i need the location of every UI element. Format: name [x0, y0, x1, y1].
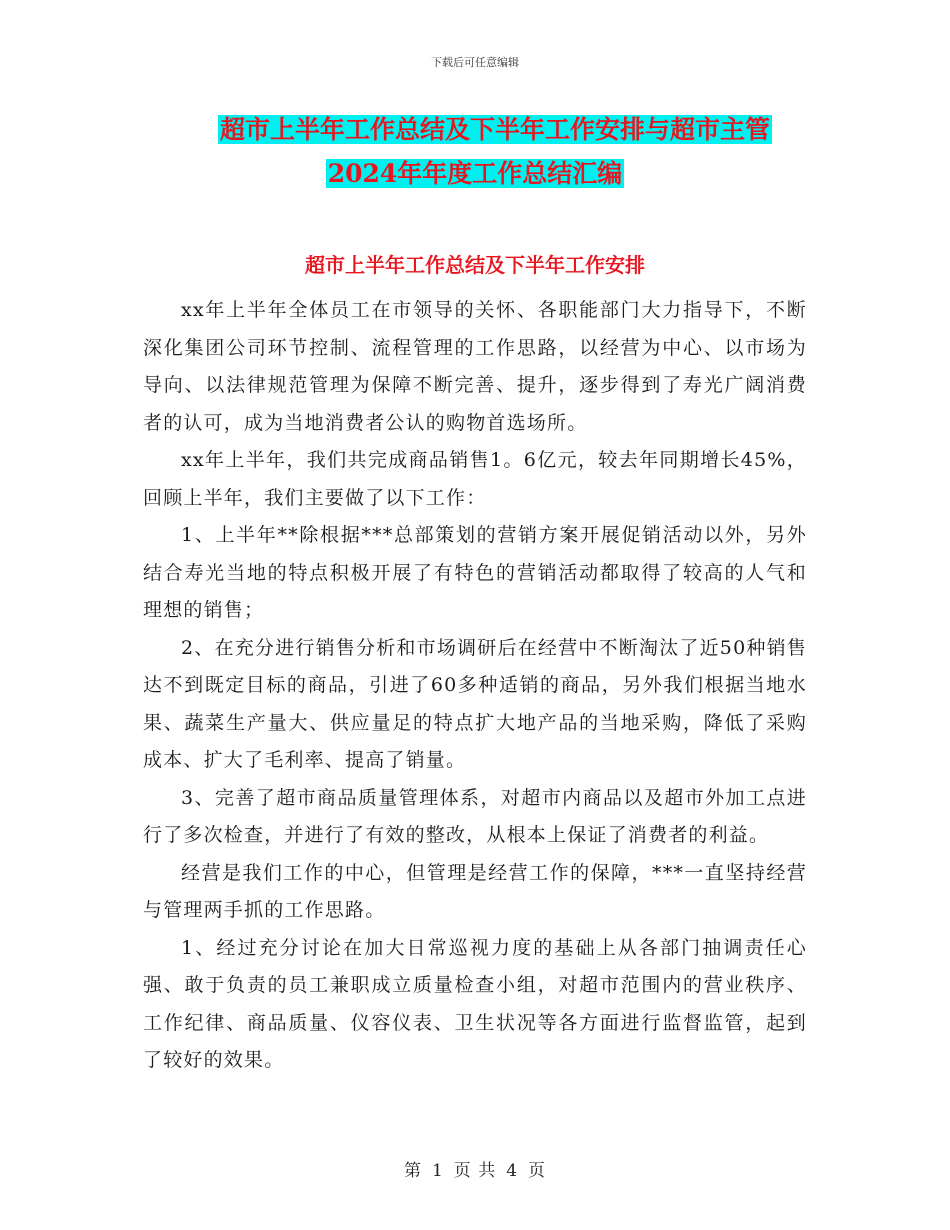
- main-title-line-2: [0, 157, 950, 191]
- paragraph: 2、在充分进行销售分析和市场调研后在经营中不断淘汰了近50种销售达不到既定目标的商品，引进了60多种适销的商品，另外我们根据当地水果、蔬菜生产量大、供应量足的特点扩大地产品的当地采购，降低了采购成本、扩大了毛利率、提高了销量。: [143, 636, 807, 771]
- page-label-prefix: 第: [403, 1161, 422, 1181]
- paragraph: 3、完善了超市商品质量管理体系，对超市内商品以及超市外加工点进行了多次检查，并进行了有效的整改，从根本上保证了消费者的利益。: [143, 786, 807, 846]
- page-footer: [0, 1156, 950, 1181]
- page-number: 1: [431, 1161, 444, 1181]
- paragraph: 经营是我们工作的中心，但管理是经营工作的保障，***一直坚持经营与管理两手抓的工作思路。: [143, 861, 807, 921]
- section-title: 超市上半年工作总结及下半年工作安排: [305, 253, 645, 277]
- paragraph: 1、上半年**除根据***总部策划的营销方案开展促销活动以外，另外结合寿光当地的特点积极开展了有特色的营销活动都取得了较高的人气和理想的销售；: [143, 524, 807, 621]
- document-body: [143, 292, 807, 1080]
- main-title-text-2: 2024年年度工作总结汇编: [327, 159, 623, 188]
- paragraph: 1、经过充分讨论在加大日常巡视力度的基础上从各部门抽调责任心强、敢于负责的员工兼职成立质量检查小组，对超市范围内的营业秩序、工作纪律、商品质量、仪容仪表、卫生状况等各方面进行监督监管，起到了较好的效果。: [143, 936, 807, 1071]
- main-title-line-1: [20, 113, 950, 147]
- page-total: 4: [506, 1161, 519, 1181]
- page-label-suffix: 页: [528, 1161, 547, 1181]
- main-title-text-1: 超市上半年工作总结及下半年工作安排与超市主管: [219, 115, 770, 144]
- page-label-mid: 页 共: [453, 1161, 497, 1181]
- header-note: 下载后可任意编辑: [431, 56, 519, 69]
- paragraph: xx年上半年全体员工在市领导的关怀、各职能部门大力指导下，不断深化集团公司环节控制、流程管理的工作思路，以经营为中心、以市场为导向、以法律规范管理为保障不断完善、提升，逐步得到了寿光广阔消费者的认可，成为当地消费者公认的购物首选场所。: [143, 299, 807, 434]
- paragraph: xx年上半年，我们共完成商品销售1。6亿元，较去年同期增长45%，回顾上半年，我们主要做了以下工作：: [143, 449, 807, 509]
